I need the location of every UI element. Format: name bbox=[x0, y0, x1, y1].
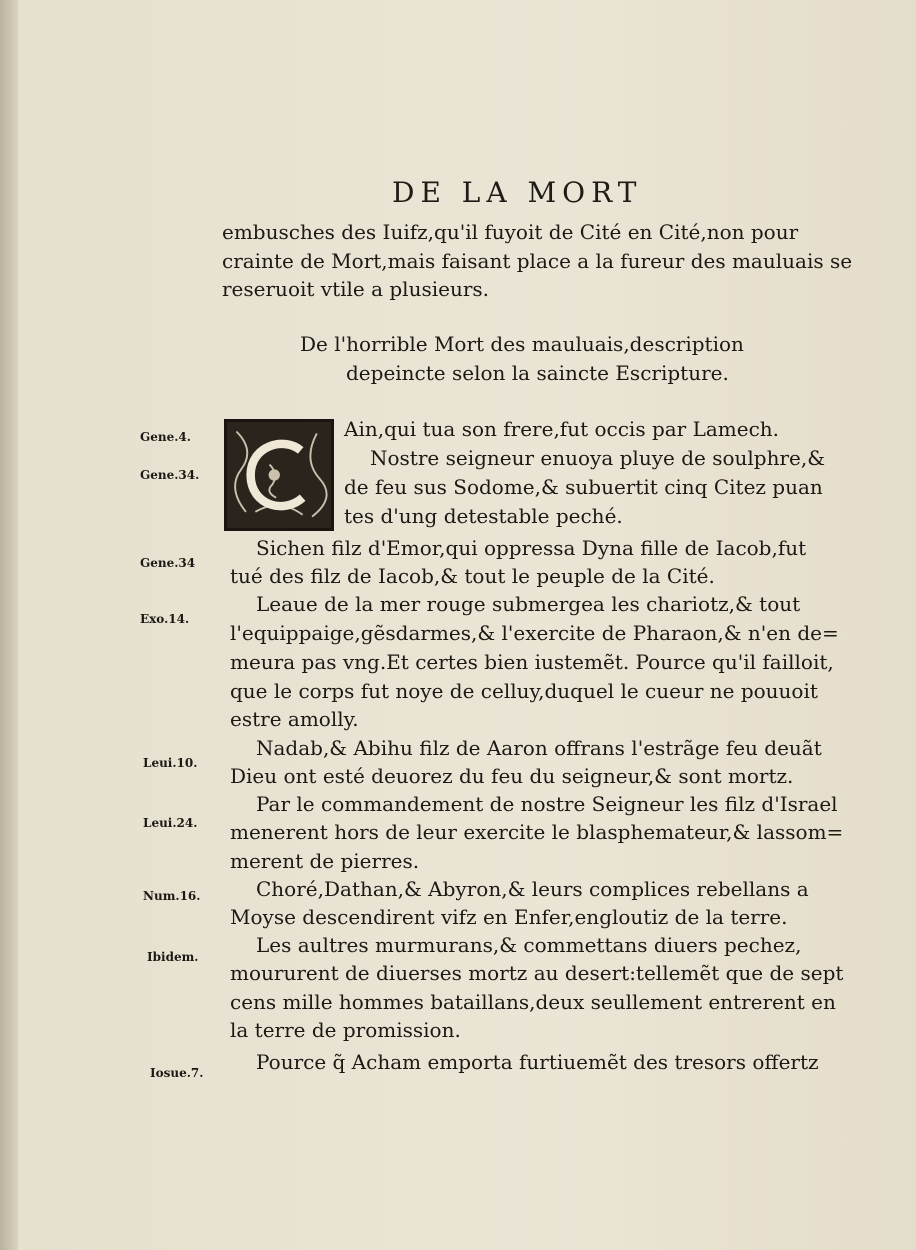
section-subtitle-line: depeincte selon la saincte Escripture. bbox=[346, 361, 729, 385]
margin-note: Gene.34. bbox=[140, 468, 200, 482]
section-subtitle-line: De l'horrible Mort des mauluais,description bbox=[300, 332, 744, 356]
margin-note: Iosue.7. bbox=[150, 1066, 204, 1080]
body-line: Leaue de la mer rouge submergea les chariotz,& tout bbox=[256, 592, 801, 616]
body-line: cens mille hommes bataillans,deux seullement entrerent en bbox=[230, 990, 836, 1014]
running-heading: DE LA MORT bbox=[392, 176, 643, 209]
margin-note: Leui.10. bbox=[143, 756, 198, 770]
body-line: moururent de diuerses mortz au desert:tellemẽt que de sept bbox=[230, 961, 844, 985]
decorated-initial-c bbox=[224, 419, 334, 531]
body-line: Sichen filz d'Emor,qui oppressa Dyna fille de Iacob,fut bbox=[256, 536, 807, 560]
ornament-icon bbox=[227, 422, 331, 528]
margin-note: Gene.34 bbox=[140, 556, 196, 570]
intro-line: crainte de Mort,mais faisant place a la fureur des mauluais se bbox=[222, 249, 853, 273]
body-line: estre amolly. bbox=[230, 707, 359, 731]
intro-line: reseruoit vtile a plusieurs. bbox=[222, 277, 490, 301]
body-line: tes d'ung detestable peché. bbox=[344, 504, 623, 528]
body-line: merent de pierres. bbox=[230, 849, 420, 873]
body-line: Par le commandement de nostre Seigneur les filz d'Israel bbox=[256, 792, 838, 816]
margin-note: Leui.24. bbox=[143, 816, 198, 830]
body-line: de feu sus Sodome,& subuertit cinq Citez puan bbox=[344, 475, 823, 499]
body-line: tué des filz de Iacob,& tout le peuple de la Cité. bbox=[230, 564, 715, 588]
body-line: menerent hors de leur exercite le blasphemateur,& lassom= bbox=[230, 820, 844, 844]
body-line: la terre de promission. bbox=[230, 1018, 461, 1042]
margin-note: Ibidem. bbox=[147, 950, 199, 964]
body-line: l'equippaige,gẽsdarmes,& l'exercite de Pharaon,& n'en de= bbox=[230, 621, 839, 645]
margin-note: Gene.4. bbox=[140, 430, 191, 444]
body-line: Nadab,& Abihu filz de Aaron offrans l'estrãge feu deuãt bbox=[256, 736, 822, 760]
margin-note: Exo.14. bbox=[140, 612, 190, 626]
body-line: Choré,Dathan,& Abyron,& leurs complices rebellans a bbox=[256, 877, 809, 901]
body-line: Nostre seigneur enuoya pluye de soulphre,& bbox=[370, 446, 826, 470]
body-line: que le corps fut noye de celluy,duquel le cueur ne pouuoit bbox=[230, 679, 818, 703]
body-line: Pource q̃ Acham emporta furtiuemẽt des tresors offertz bbox=[256, 1050, 819, 1074]
svg-text:C: C bbox=[258, 441, 300, 506]
intro-line: embusches des Iuifz,qu'il fuyoit de Cité en Cité,non pour bbox=[222, 220, 799, 244]
margin-note: Num.16. bbox=[143, 889, 201, 903]
body-line: Moyse descendirent vifz en Enfer,engloutiz de la terre. bbox=[230, 905, 788, 929]
body-line: Les aultres murmurans,& commettans diuers pechez, bbox=[256, 933, 802, 957]
body-line: meura pas vng.Et certes bien iustemẽt. Pource qu'il failloit, bbox=[230, 650, 834, 674]
body-line: Ain,qui tua son frere,fut occis par Lamech. bbox=[344, 417, 780, 441]
body-line: Dieu ont esté deuorez du feu du seigneur,& sont mortz. bbox=[230, 764, 794, 788]
